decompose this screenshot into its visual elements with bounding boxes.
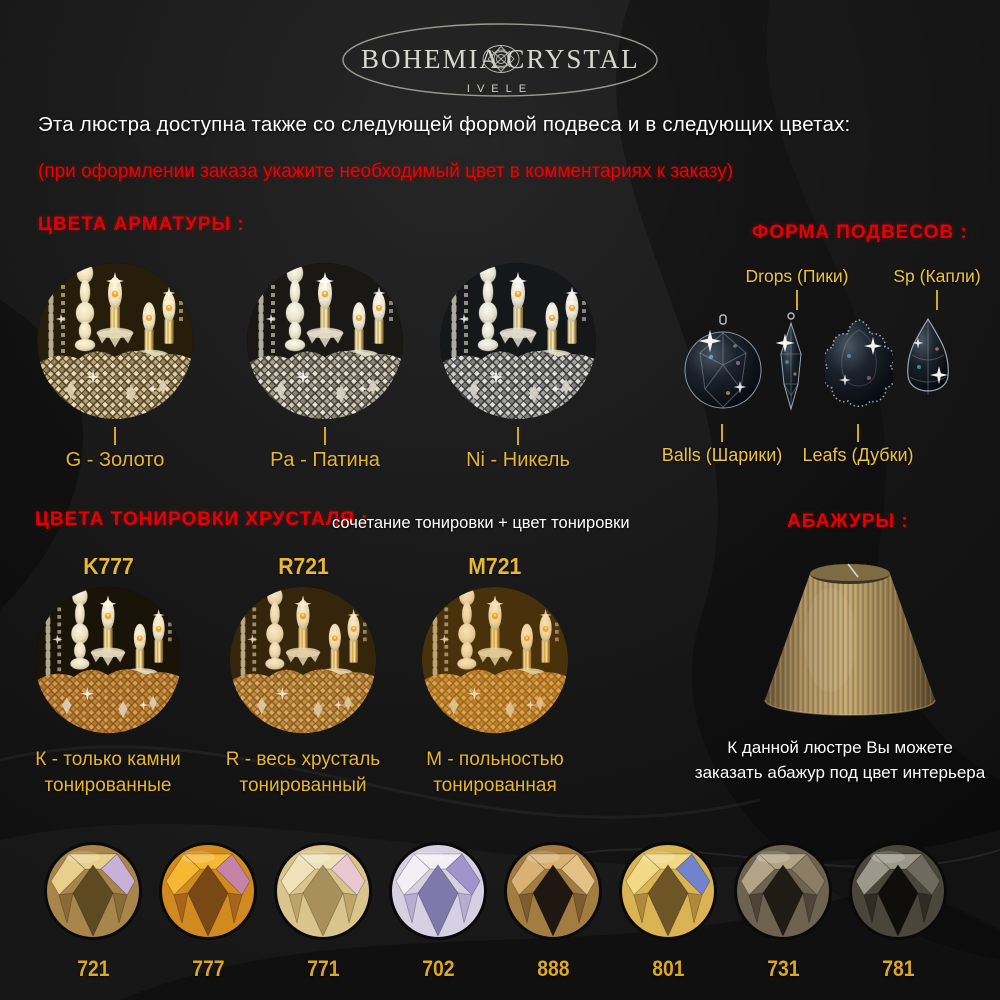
swatch-code: 781 (881, 956, 915, 981)
swatch-code: 771 (306, 956, 340, 981)
pointer-tick (517, 427, 519, 445)
intro-line: Эта люстра доступна также со следующей формой подвеса и в следующих цветах: (38, 113, 851, 136)
swatch-crystal-icon (618, 841, 718, 941)
tint-code: R721 (277, 553, 329, 579)
tint-option-r721 (223, 553, 383, 798)
lampshade-note (662, 736, 1000, 785)
tint-desc-line2: тонированные (44, 774, 172, 796)
tint-swatch-771 (273, 841, 373, 982)
crystal-rosette-icon (483, 46, 519, 73)
pendant-label-leafs: Leafs (Дубки) (802, 445, 914, 465)
pointer-tick (796, 290, 798, 310)
tint-swatch-731 (733, 841, 833, 982)
tint-desc-line2: тонированная (433, 774, 557, 796)
tint-swatch-702 (388, 841, 488, 982)
tint-swatch-721 (43, 841, 143, 982)
pendant-leaf-icon (825, 316, 893, 414)
brand-word-right: CRYSTAL (506, 44, 640, 74)
pendant-section-title: ФОРМА ПОДВЕСОВ : (752, 222, 968, 243)
pendant-label-drops: Drops (Пики) (745, 266, 849, 286)
tint-swatch-781 (848, 841, 948, 982)
armature-option-gold (35, 261, 195, 472)
pendant-sp-icon (899, 315, 957, 413)
swatch-code: 801 (651, 956, 685, 981)
swatch-code: 721 (76, 956, 110, 981)
armature-option-patina (245, 261, 405, 472)
chandelier-photo-k777 (33, 585, 183, 735)
swatch-crystal-icon (733, 841, 833, 941)
tint-section-title: ЦВЕТА ТОНИРОВКИ ХРУСТАЛЯ : (35, 509, 369, 530)
chandelier-photo-gold (35, 261, 195, 421)
brand-logo (335, 18, 665, 102)
tint-option-m721 (415, 553, 575, 798)
swatch-crystal-icon (158, 841, 258, 941)
pointer-tick (324, 427, 326, 445)
tint-code: K777 (82, 553, 134, 579)
lampshade-note-line2: заказать абажур под цвет интерьера (694, 762, 986, 782)
tint-desc-line1: R - весь хрусталь (225, 749, 381, 770)
swatch-crystal-icon (273, 841, 373, 941)
chandelier-photo-r721 (228, 585, 378, 735)
tint-description (35, 747, 180, 798)
armature-section-title: ЦВЕТА АРМАТУРЫ : (38, 214, 245, 235)
tint-code: M721 (468, 553, 522, 579)
swatch-crystal-icon (388, 841, 488, 941)
lampshade-photo (752, 550, 948, 730)
swatch-code: 731 (766, 956, 800, 981)
pointer-tick (857, 424, 859, 442)
brand-sub: IVELE (466, 83, 534, 95)
armature-option-nickel (438, 261, 598, 472)
swatch-code: 888 (536, 956, 570, 981)
swatch-crystal-icon (43, 841, 143, 941)
swatch-code: 777 (191, 956, 225, 981)
tint-description (226, 747, 380, 798)
swatch-crystal-icon (848, 841, 948, 941)
tint-section-subtitle: сочетание тонировки + цвет тонировки (332, 514, 630, 532)
pointer-tick (936, 290, 938, 310)
tint-swatch-777 (158, 841, 258, 982)
tint-desc-line1: M - польностью (426, 749, 564, 770)
chandelier-photo-patina (245, 261, 405, 421)
lampshade-note-line1: К данной люстре Вы можете (727, 738, 953, 757)
tint-desc-line1: К - только камни (35, 749, 181, 770)
armature-label: Pa - Патина (270, 449, 380, 471)
tint-swatch-888 (503, 841, 603, 982)
chandelier-photo-m721 (420, 585, 570, 735)
swatch-code: 702 (421, 956, 455, 981)
pointer-tick (114, 427, 116, 445)
pendant-label-balls: Balls (Шарики) (661, 445, 783, 465)
lampshade-section-title: АБАЖУРЫ : (787, 511, 909, 532)
tint-swatch-801 (618, 841, 718, 982)
order-note-line: (при оформлении заказа укажите необходимый цвет в комментариях к заказу) (38, 161, 734, 182)
pendant-label-sp: Sp (Капли) (893, 266, 981, 286)
pendant-ball-icon (683, 313, 763, 417)
pendant-drop-icon (770, 310, 812, 416)
brand-word-left: BOHEMIA (361, 44, 501, 74)
swatch-crystal-icon (503, 841, 603, 941)
tint-option-k777 (28, 553, 188, 798)
pointer-tick (721, 424, 723, 442)
tint-description (426, 747, 564, 798)
chandelier-photo-nickel (438, 261, 598, 421)
armature-label: Ni - Никель (466, 449, 570, 471)
armature-label: G - Золото (65, 449, 165, 471)
tint-desc-line2: тонированный (239, 774, 367, 796)
